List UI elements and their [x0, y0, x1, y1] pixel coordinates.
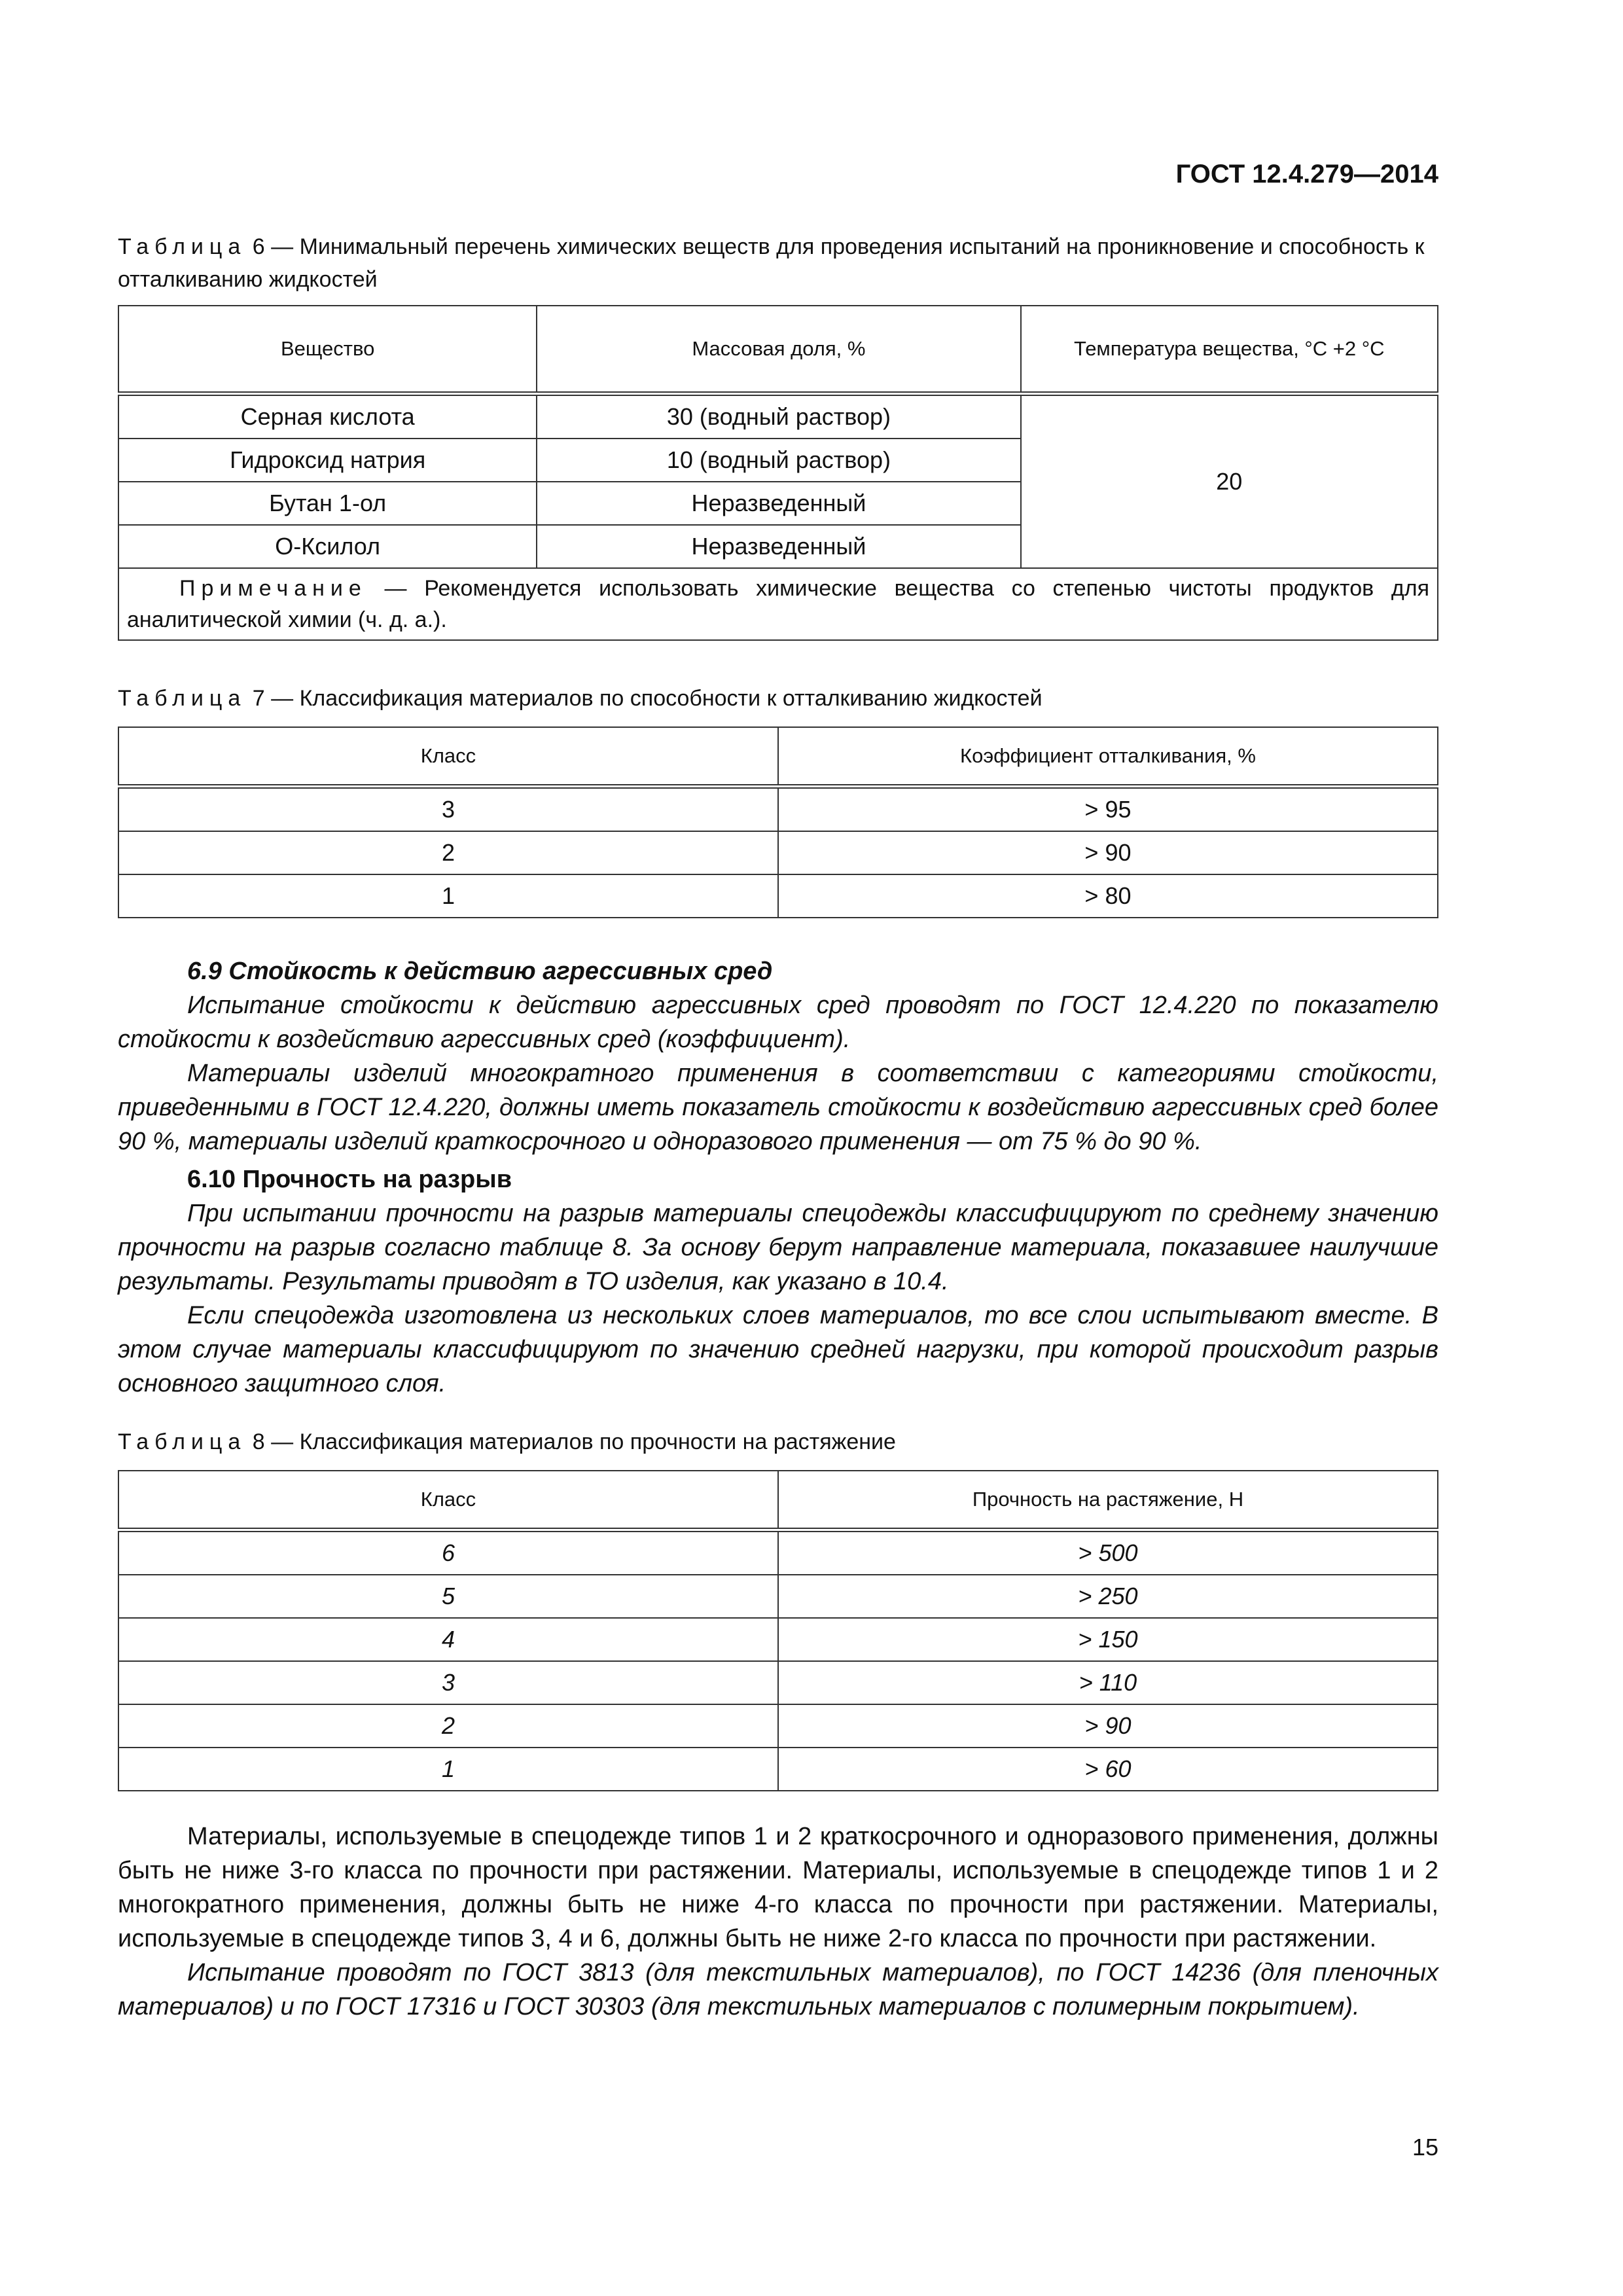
table-header-row: [118, 1471, 1438, 1530]
table-row: [118, 874, 1438, 918]
table-cell: 4: [118, 1618, 778, 1661]
table-header-row: [118, 727, 1438, 787]
table-row: [118, 1748, 1438, 1791]
table-cell: > 110: [778, 1661, 1438, 1704]
table6-note-row: [118, 568, 1438, 640]
section-6-9-paragraph-1: Испытание стойкости к действию агрессивных сред проводят по ГОСТ 12.4.220 по показателю стойкости к воздействию агрессивных сред (коэффициент).: [118, 992, 1438, 1053]
table-row: [118, 1575, 1438, 1618]
table-cell: > 90: [778, 1704, 1438, 1748]
table-cell: > 500: [778, 1530, 1438, 1575]
table-row: [118, 1530, 1438, 1575]
table-cell: 2: [118, 831, 778, 874]
section-6-10: [118, 1162, 1438, 1401]
table-row: [118, 1618, 1438, 1661]
table7-header-class: Класс: [118, 727, 778, 787]
table6-header-substance: Вещество: [118, 306, 537, 394]
table8-header-strength: Прочность на растяжение, Н: [778, 1471, 1438, 1530]
table-cell: 6: [118, 1530, 778, 1575]
table-cell: 1: [118, 1748, 778, 1791]
table7-label: Таблица: [118, 686, 247, 711]
table8-header-class: Класс: [118, 1471, 778, 1530]
table-cell: > 60: [778, 1748, 1438, 1791]
section-6-10-paragraph-2: Если спецодежда изготовлена из нескольких слоев материалов, то все слои испытывают вместе. В этом случае материалы классифицируют по значению средней нагрузки, при которой происходит разрыв основного защитного слоя.: [118, 1302, 1438, 1397]
table7-caption-text: 7 — Классификация материалов по способности к отталкиванию жидкостей: [252, 686, 1043, 711]
closing-paragraph-2: Испытание проводят по ГОСТ 3813 (для текстильных материалов), по ГОСТ 14236 (для пленочных материалов) и по ГОСТ 17316 и ГОСТ 30303 (для текстильных материалов с полимерным покрытием).: [118, 1959, 1438, 2020]
note-text: — Рекомендуется использовать химические вещества со степенью чистоты продуктов для аналитической химии (ч. д. а.).: [127, 576, 1429, 632]
closing-text: [118, 1820, 1438, 2024]
closing-paragraph-1: Материалы, используемые в спецодежде типов 1 и 2 краткосрочного и одноразового применения, должны быть не ниже 3-го класса по прочности при растяжении. Материалы, используемые в спецодежде типов 1 и 2 многократного применения, должны быть не ниже 4-го класса по прочности при растяжении. Материалы, используемые в спецодежде типов 3, 4 и 6, должны быть не ниже 2-го класса по прочности при растяжении.: [118, 1823, 1438, 1952]
table-cell: > 95: [778, 787, 1438, 832]
table-cell: 30 (водный раствор): [537, 394, 1020, 439]
table-row: [118, 1704, 1438, 1748]
table8: [118, 1470, 1438, 1791]
table7: [118, 726, 1438, 918]
table-header-row: [118, 306, 1438, 394]
table-cell: Неразведенный: [537, 525, 1020, 568]
table-cell: Гидроксид натрия: [118, 439, 537, 482]
table8-caption: [118, 1426, 1438, 1458]
table-cell: 10 (водный раствор): [537, 439, 1020, 482]
table6-note: [118, 568, 1438, 640]
table6-label: Таблица: [118, 234, 247, 259]
table-cell: О-Ксилол: [118, 525, 537, 568]
table-row: [118, 831, 1438, 874]
table-cell: > 80: [778, 874, 1438, 918]
section-6-9-heading: 6.9 Стойкость к действию агрессивных сред: [187, 958, 773, 985]
table-cell: Неразведенный: [537, 482, 1020, 525]
table-cell: 3: [118, 1661, 778, 1704]
table-row: [118, 1661, 1438, 1704]
table8-caption-text: 8 — Классификация материалов по прочности на растяжение: [252, 1429, 896, 1454]
table-cell: 5: [118, 1575, 778, 1618]
table7-caption: [118, 682, 1438, 715]
table6-header-temperature: Температура вещества, °С +2 °С: [1021, 306, 1438, 394]
section-6-9-paragraph-2: Материалы изделий многократного применения в соответствии с категориями стойкости, приведенными в ГОСТ 12.4.220, должны иметь показатель стойкости к воздействию агрессивных сред более 90 %, материалы изделий краткосрочного и одноразового применения — от 75 % до 90 %.: [118, 1060, 1438, 1155]
table6-header-mass: Массовая доля, %: [537, 306, 1020, 394]
table-row: [118, 394, 1438, 439]
table-cell: > 150: [778, 1618, 1438, 1661]
table6-caption-text: 6 — Минимальный перечень химических веществ для проведения испытаний на проникновение и способность к отталкиванию жидкостей: [118, 234, 1425, 292]
document-header: ГОСТ 12.4.279—2014: [1175, 160, 1438, 188]
page-number: 15: [1412, 2134, 1438, 2161]
table6-caption: [118, 230, 1438, 296]
table-cell: > 90: [778, 831, 1438, 874]
table-cell: 2: [118, 1704, 778, 1748]
table-cell: Бутан 1-ол: [118, 482, 537, 525]
table-cell: 1: [118, 874, 778, 918]
note-label: Примечание: [179, 576, 367, 601]
table7-header-coefficient: Коэффициент отталкивания, %: [778, 727, 1438, 787]
table-cell: > 250: [778, 1575, 1438, 1618]
table-cell: 3: [118, 787, 778, 832]
table6: [118, 305, 1438, 641]
section-6-10-paragraph-1: При испытании прочности на разрыв материалы спецодежды классифицируют по среднему значению прочности на разрыв согласно таблице 8. За основу берут направление материала, показавшее наилучшие результаты. Результаты приводят в ТО изделия, как указано в 10.4.: [118, 1200, 1438, 1295]
section-6-10-heading: 6.10 Прочность на разрыв: [187, 1166, 512, 1193]
table-cell: Серная кислота: [118, 394, 537, 439]
table8-label: Таблица: [118, 1429, 247, 1454]
table-row: [118, 787, 1438, 832]
table6-temperature-cell: 20: [1021, 394, 1438, 569]
section-6-9: [118, 954, 1438, 1158]
